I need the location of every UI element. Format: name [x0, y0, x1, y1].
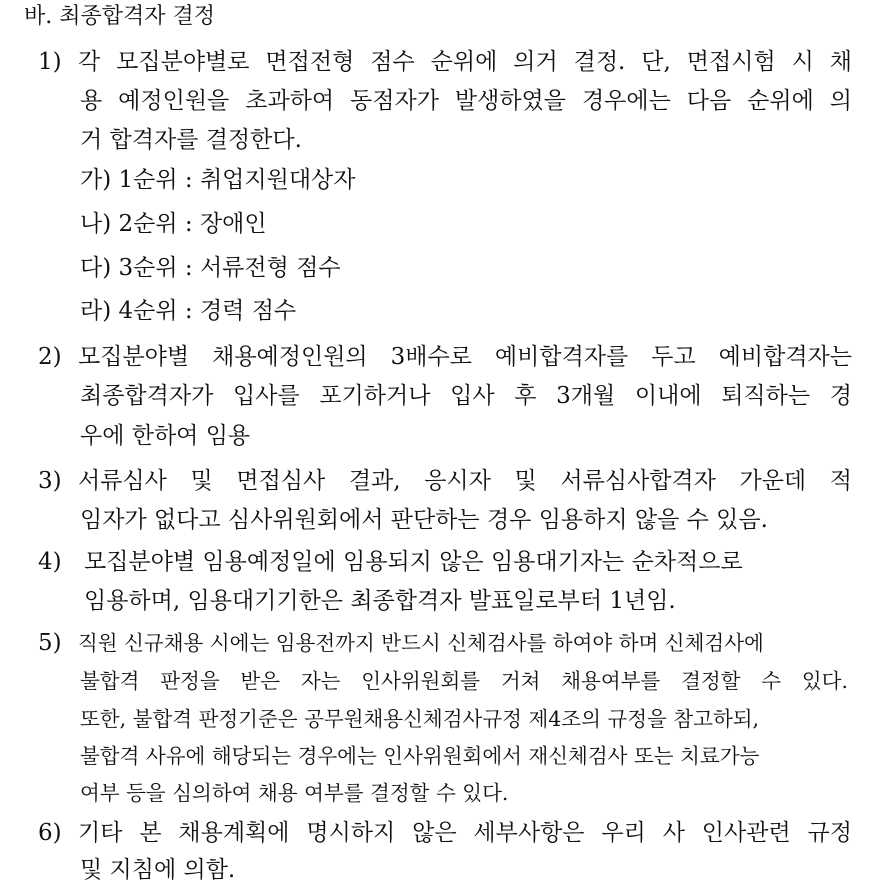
- item-6-number: 6): [38, 820, 62, 846]
- item-3-number: 3): [38, 468, 62, 494]
- item-4-number: 4): [38, 549, 62, 575]
- item-2-line-2: 최종합격자가 입사를 포기하거나 입사 후 3개월 이내에 퇴직하는 경: [80, 383, 852, 409]
- item-1-line-3: 거 합격자를 결정한다.: [80, 127, 302, 153]
- item-5-line-2: 불합격 판정을 받은 자는 인사위원회를 거쳐 채용여부를 결정할 수 있다.: [80, 669, 848, 693]
- item-2-line-3: 우에 한하여 임용: [80, 423, 251, 449]
- item-5-line-1: 직원 신규채용 시에는 임용전까지 반드시 신체검사를 하여야 하며 신체검사에: [78, 631, 764, 655]
- item-3-line-1: 서류심사 및 면접심사 결과, 응시자 및 서류심사합격자 가운데 적: [78, 468, 852, 494]
- item-1-line-1: 각 모집분야별로 면접전형 점수 순위에 의거 결정. 단, 면접시험 시 채: [78, 49, 852, 75]
- item-1-sub-4: 라) 4순위 : 경력 점수: [80, 298, 297, 324]
- item-4-line-2: 임용하며, 임용대기기한은 최종합격자 발표일로부터 1년임.: [84, 588, 676, 614]
- item-6-line-1: 기타 본 채용계획에 명시하지 않은 세부사항은 우리 사 인사관련 규정: [78, 820, 852, 846]
- item-5-line-4: 불합격 사유에 해당되는 경우에는 인사위원회에서 재신체검사 또는 치료가능: [80, 744, 760, 768]
- item-1-number: 1): [38, 49, 62, 75]
- item-2-number: 2): [38, 344, 62, 370]
- item-5-number: 5): [38, 630, 62, 656]
- item-3-line-2: 임자가 없다고 심사위원회에서 판단하는 경우 임용하지 않을 수 있음.: [80, 507, 768, 533]
- item-5-line-3: 또한, 불합격 판정기준은 공무원채용신체검사규정 제4조의 규정을 참고하되,: [80, 707, 760, 731]
- item-4-line-1: 모집분야별 임용예정일에 임용되지 않은 임용대기자는 순차적으로: [84, 549, 743, 575]
- section-title: 바. 최종합격자 결정: [24, 4, 215, 29]
- item-2-line-1: 모집분야별 채용예정인원의 3배수로 예비합격자를 두고 예비합격자는: [78, 344, 852, 370]
- item-5-line-5: 여부 등을 심의하여 채용 여부를 결정할 수 있다.: [80, 781, 509, 805]
- item-1-sub-3: 다) 3순위 : 서류전형 점수: [80, 255, 341, 281]
- item-6-line-2: 및 지침에 의함.: [80, 857, 236, 883]
- item-1-line-2: 용 예정인원을 초과하여 동점자가 발생하였을 경우에는 다음 순위에 의: [80, 88, 852, 114]
- item-1-sub-2: 나) 2순위 : 장애인: [80, 211, 267, 237]
- item-1-sub-1: 가) 1순위 : 취업지원대상자: [80, 167, 356, 193]
